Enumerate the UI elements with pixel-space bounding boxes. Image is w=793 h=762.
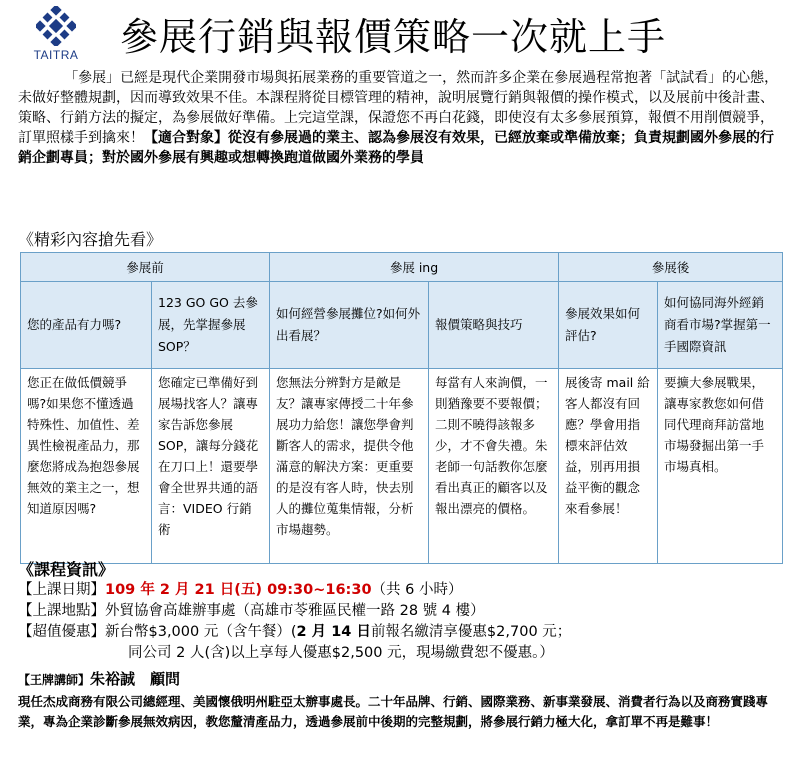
lecturer-name: 朱裕誠 顧問 <box>90 670 181 688</box>
location-line <box>18 601 788 622</box>
discount-deadline: 2 月 14 日 <box>296 624 371 640</box>
phase-after: 參展後 <box>559 253 783 282</box>
question-cell: 您的產品有力嗎? <box>21 282 152 369</box>
course-info-heading: 《課程資訊》 <box>18 560 115 579</box>
phase-before: 參展前 <box>21 253 270 282</box>
question-cell: 報價策略與技巧 <box>429 282 559 369</box>
discount-early-price: 前報名繳清享優惠$2,700 元； <box>370 624 572 640</box>
question-cell: 如何協同海外經銷商看市場?掌握第一手國際資訊 <box>658 282 783 369</box>
location-value: 外貿協會高雄辦事處（高雄市苓雅區民權一路 28 號 4 樓） <box>105 603 485 619</box>
question-row <box>21 282 783 369</box>
course-info <box>18 580 788 664</box>
highlights-heading: 《精彩內容搶先看》 <box>18 230 163 249</box>
phase-during: 參展 ing <box>270 253 559 282</box>
answer-cell: 您無法分辨對方是敵是友？讓專家傳授二十年參展功力給您！讓您學會判斷客人的需求，提供令他滿意的解決方案：更重要的是沒有客人時，快去別人的攤位蒐集情報，分析市場趨勢。 <box>270 369 429 564</box>
discount-group-line: 同公司 2 人(含)以上享每人優惠$2,500 元，現場繳費恕不優惠。） <box>128 645 554 661</box>
lecturer-bio: 現任杰成商務有限公司總經理、美國懷俄明州駐亞太辦事處長。二十年品牌、行銷、國際業務、新事業發展、消費者行為以及商務實踐專業，專為企業診斷參展無效病因，教您釐清產品力，透過參展前中後期的完整規劃，將參展行銷力極大化，拿訂單不再是難事！ <box>18 694 769 729</box>
lecturer-header <box>18 667 788 692</box>
logo-text: TAITRA <box>33 48 79 62</box>
date-value: 109 年 2 月 21 日(五) 09:30~16:30 <box>105 582 372 598</box>
audience-text: 從沒有參展過的業主、認為參展沒有效果，已經放棄或準備放棄；負責規劃國外參展的行銷企劃專員；對於國外參展有興趣或想轉換跑道做國外業務的學員 <box>18 130 774 166</box>
answer-cell: 展後寄 mail 給客人都沒有回應？學會用指標來評估效益，別再用損益平衡的觀念來看參展！ <box>559 369 658 564</box>
location-label: 【上課地點】 <box>18 603 105 619</box>
intro-body: 「參展」已經是現代企業開發市場與拓展業務的重要管道之一，然而許多企業在參展過程常抱著「試試看」的心態，未做好整體規劃，因而導致效果不佳。本課程將從目標管理的精神，說明展覽行銷與報價的操作模式，以及展前中後計畫、策略、行銷方法的擬定，為參展做好準備。上完這堂課，保證您不再白花錢，即使沒有太多參展預算，報價不用削價競爭，訂單照樣手到擒來！ <box>18 70 779 146</box>
answer-cell: 每當有人來詢價，一則猶豫要不要報價；二則不曉得該報多少，才不會失禮。朱老師一句話教你怎麼看出真正的顧客以及報出漂亮的價格。 <box>429 369 559 564</box>
answer-cell: 要擴大參展戰果，讓專家教您如何借同代理商拜訪當地市場發掘出第一手市場真相。 <box>658 369 783 564</box>
phase-header-row <box>21 253 783 282</box>
lecturer-section <box>18 667 788 732</box>
answer-cell: 您正在做低價競爭嗎?如果您不懂透過特殊性、加值性、差異性檢視產品力，那麼您將成為抱怨參展無效的業主之一，想知道原因嗎? <box>21 369 152 564</box>
date-note: （共 6 小時） <box>371 582 463 598</box>
date-line <box>18 580 788 601</box>
discount-line <box>18 622 788 643</box>
audience-label: 【適合對象】 <box>144 130 228 146</box>
question-cell: 123 GO GO 去參展，先掌握參展 SOP？ <box>152 282 270 369</box>
discount-label: 【超值優惠】 <box>18 624 105 640</box>
course-content-table <box>20 252 783 564</box>
lecturer-tag: 【王牌講師】 <box>18 673 91 687</box>
answer-row <box>21 369 783 564</box>
question-cell: 參展效果如何評估? <box>559 282 658 369</box>
taitra-logo <box>24 6 88 66</box>
question-cell: 如何經營參展攤位?如何外出看展？ <box>270 282 429 369</box>
page-title: 參展行銷與報價策略一次就上手 <box>120 15 667 59</box>
date-label: 【上課日期】 <box>18 582 105 598</box>
discount-price: 新台幣$3,000 元（含午餐）( <box>105 624 297 640</box>
taitra-logo-icon <box>36 6 76 46</box>
answer-cell: 您確定已準備好到展場找客人？讓專家告訴您參展 SOP，讓每分錢花在刀口上！還要學會全世界共通的語言：VIDEO 行銷術 <box>152 369 270 564</box>
intro-paragraph <box>18 68 780 168</box>
